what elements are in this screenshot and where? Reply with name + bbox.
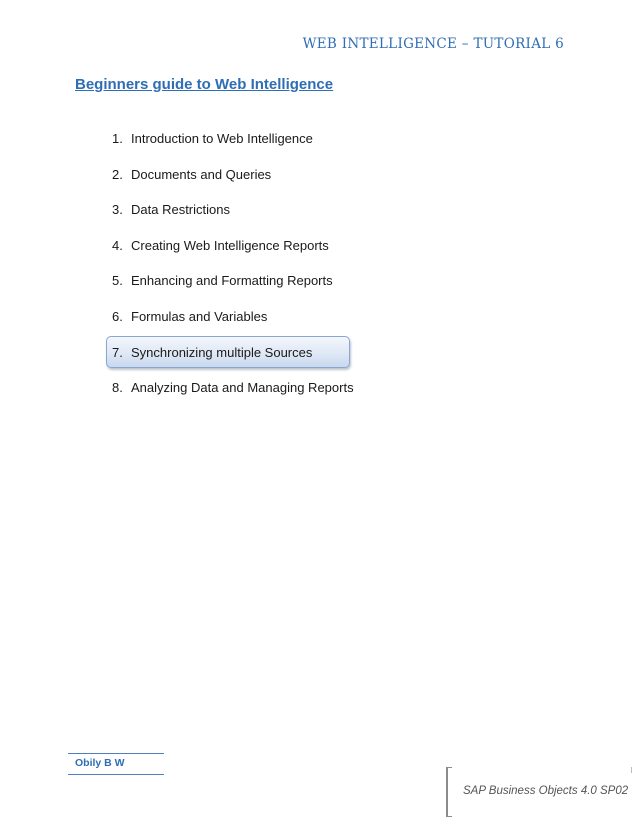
footer-product-box xyxy=(446,767,632,815)
toc-item-number: 5. xyxy=(112,273,123,289)
toc-item-number: 7. xyxy=(112,344,123,360)
footer-product: SAP Business Objects 4.0 SP02 xyxy=(463,785,629,797)
toc-item-label: Enhancing and Formatting Reports xyxy=(131,273,333,289)
right-bracket-decoration xyxy=(628,767,632,773)
footer-author-box xyxy=(68,753,164,775)
toc-item-number: 6. xyxy=(112,308,123,324)
toc-item-label: Documents and Queries xyxy=(131,166,272,182)
toc-item-number: 2. xyxy=(112,166,123,182)
toc-item-label: Synchronizing multiple Sources xyxy=(131,344,313,360)
guide-title: Beginners guide to Web Intelligence xyxy=(75,76,334,93)
toc-item-number: 8. xyxy=(112,380,123,396)
toc-item-number: 4. xyxy=(112,237,123,253)
toc-item-label: Analyzing Data and Managing Reports xyxy=(131,380,354,396)
toc-item-label: Introduction to Web Intelligence xyxy=(131,131,313,146)
footer-author: Obily B W xyxy=(75,757,125,769)
toc-item-label: Formulas and Variables xyxy=(131,308,268,324)
toc-item-label: Creating Web Intelligence Reports xyxy=(131,237,329,253)
toc-item-number: 1. xyxy=(112,131,123,146)
toc-item-number: 3. xyxy=(112,202,123,218)
document-header-title: WEB INTELLIGENCE – TUTORIAL 6 xyxy=(302,36,564,52)
left-bracket-decoration xyxy=(446,767,452,817)
toc-item-label: Data Restrictions xyxy=(131,202,230,218)
